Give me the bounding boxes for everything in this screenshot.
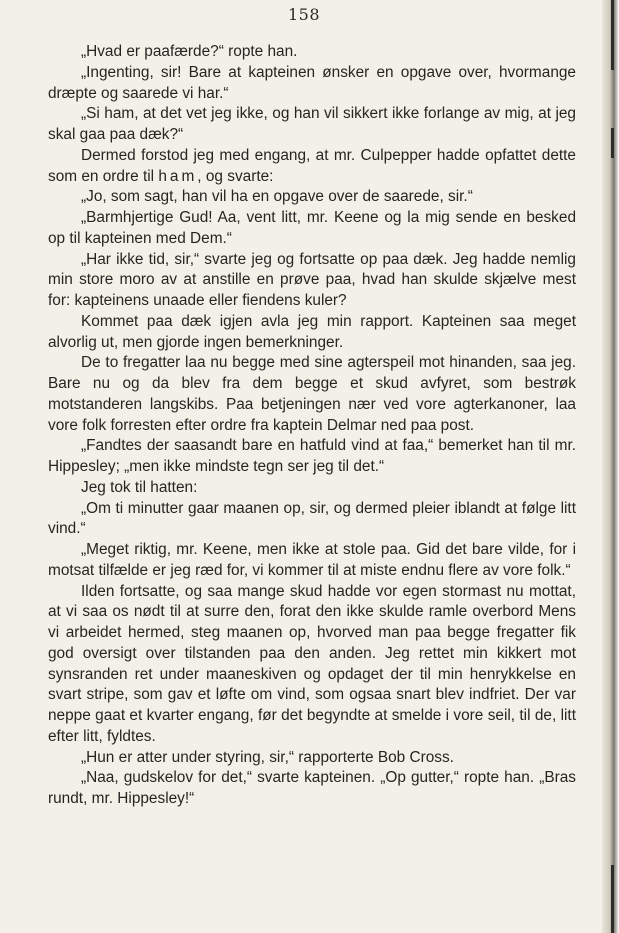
paragraph: Jeg tok til hatten: [81,478,198,496]
paragraph: Kommet paa dæk igjen avla jeg min rapport. Kapteinen saa meget alvorlig ut, men gjorde ingen bemerkninger. [48,312,576,351]
paragraph: „Naa, gudskelov for det,“ svarte kapteinen. „Op gutter,“ ropte han. „Bras rundt, mr. Hippesley!“ [48,769,576,807]
paragraph: „Jo, som sagt, han vil ha en opgave over de saarede, sir.“ [81,188,473,206]
paragraph [48,146,576,188]
paragraph: „Hvad er paafærde?“ ropte han. [81,43,298,60]
paragraph-text: Dermed forstod jeg med engang, at mr. Culpepper hadde opfattet dette som en ordre til [48,146,576,185]
paragraph: „Barmhjertige Gud! Aa, vent litt, mr. Keene og la mig sende en besked op til kapteinen med Dem.“ [48,209,576,247]
paragraph: Ilden fortsatte, og saa mange skud hadde vor egen stormast nu mottat, at vi saa os nødt til at surre den, forat den ikke skulde ramle overbord Mens vi arbeidet hermed, steg maanen op, hvorved man paa begge fregatter fik god oversigt over tilstanden paa den anden. Jeg rettet min kikkert mot synsranden ret under maaneskiven og opdaget der til min henrykkelse en svart stripe, som gav et løfte om vind, som ogsaa snart blev indfriet. Der var neppe gaat et kvarter engang, før det begyndte at smelde i vore seil, til de, litt efter litt, fyldtes. [48,582,576,745]
page-edge-mark [611,865,614,933]
paragraph: „Ingenting, sir! Bare at kapteinen ønsker en opgave over, hvormange dræpte og saarede vi har.“ [48,63,576,102]
paragraph: De to fregatter laa nu begge med sine agterspeil mot hinanden, saa jeg. Bare nu og da blev fra dem begge et skud avfyret, som bestrøk motstanderen langskibs. Paa betjeningen nær ved vore agterkanoner, laa vore folk forresten efter ordre fra kaptein Delmar ned paa post. [48,354,576,434]
page-edge-mark [611,128,614,158]
emphasized-word: ham [158,167,198,185]
page-edge-mark [611,0,614,70]
page-number: 158 [287,5,321,24]
paragraph: „Fandtes der saasandt bare en hatfuld vind at faa,“ bemerket han til mr. Hippesley; „men ikke mindste tegn ser jeg til det.“ [48,437,576,475]
paragraph: „Meget riktig, mr. Keene, men ikke at stole paa. Gid det bare vilde, for i motsat tilfælde er jeg ræd for, vi kommer til at miste endnu flere av vore folk.“ [48,541,576,579]
paragraph: „Hun er atter under styring, sir,“ rapporterte Bob Cross. [81,748,454,766]
paragraph: „Si ham, at det vet jeg ikke, og han vil sikkert ikke forlange av mig, at jeg skal gaa paa dæk?“ [48,105,576,143]
paragraph-text: , og svarte: [197,167,274,185]
body-text [48,42,576,810]
paragraph: „Om ti minutter gaar maanen op, sir, og dermed pleier iblandt at følge litt vind.“ [48,499,576,538]
paragraph: „Har ikke tid, sir,“ svarte jeg og fortsatte op paa dæk. Jeg hadde nemlig min store moro av at anstille en prøve paa, hvad han skulde skjælve mest for: kapteinens unaade eller fiendens kuler? [48,250,576,309]
